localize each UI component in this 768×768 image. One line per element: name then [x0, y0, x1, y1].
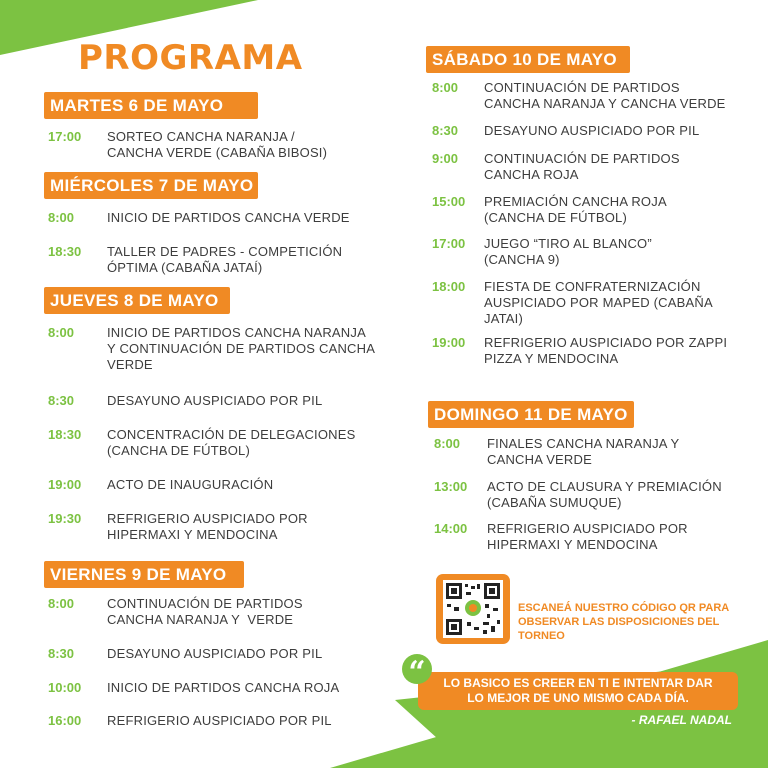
event-time: 8:00	[48, 596, 75, 611]
event-time: 17:00	[432, 236, 466, 251]
event-description: REFRIGERIO AUSPICIADO POR HIPERMAXI Y MENDOCINA	[107, 511, 308, 542]
event-time: 13:00	[434, 479, 468, 494]
event-time: 18:30	[48, 244, 82, 259]
day-header-sabado: SÁBADO 10 DE MAYO	[426, 46, 630, 73]
event-time: 8:30	[432, 123, 459, 138]
event-description: INICIO DE PARTIDOS CANCHA ROJA	[107, 680, 340, 695]
event-time: 8:30	[48, 646, 75, 661]
event-description: CONCENTRACIÓN DE DELEGACIONES (CANCHA DE FÚTBOL)	[107, 427, 356, 458]
event-time: 8:30	[48, 393, 75, 408]
event-description: TALLER DE PADRES - COMPETICIÓN ÓPTIMA (CABAÑA JATAÍ)	[107, 244, 343, 275]
event-time: 19:00	[432, 335, 466, 350]
qr-code[interactable]	[436, 574, 510, 644]
day-header-viernes: VIERNES 9 DE MAYO	[44, 561, 244, 588]
event-description: INICIO DE PARTIDOS CANCHA VERDE	[107, 210, 350, 225]
event-description: INICIO DE PARTIDOS CANCHA NARANJA Y CONTINUACIÓN DE PARTIDOS CANCHA VERDE	[107, 325, 376, 372]
event-time: 18:30	[48, 427, 82, 442]
event-description: REFRIGERIO AUSPICIADO POR ZAPPI PIZZA Y MENDOCINA	[484, 335, 728, 366]
event-time: 19:00	[48, 477, 82, 492]
qr-code-icon	[443, 580, 503, 638]
quote-author: - RAFAEL NADAL	[631, 713, 732, 727]
event-description: FINALES CANCHA NARANJA Y CANCHA VERDE	[487, 436, 680, 467]
day-header-jueves: JUEVES 8 DE MAYO	[44, 287, 230, 314]
event-time: 9:00	[432, 151, 459, 166]
event-time: 8:00	[48, 325, 75, 340]
quote-box: LO BASICO ES CREER EN TI E INTENTAR DAR LO MEJOR DE UNO MISMO CADA DÍA.	[418, 672, 738, 710]
event-description: CONTINUACIÓN DE PARTIDOS CANCHA NARANJA Y CANCHA VERDE	[484, 80, 726, 111]
event-description: DESAYUNO AUSPICIADO POR PIL	[107, 646, 323, 661]
event-description: ACTO DE CLAUSURA Y PREMIACIÓN (CABAÑA SUMUQUE)	[487, 479, 722, 510]
day-header-martes: MARTES 6 DE MAYO	[44, 92, 258, 119]
event-time: 17:00	[48, 129, 82, 144]
page-title: PROGRAMA	[78, 38, 303, 78]
qr-instructions: ESCANEÁ NUESTRO CÓDIGO QR PARA OBSERVAR LAS DISPOSICIONES DEL TORNEO	[518, 602, 730, 642]
event-time: 14:00	[434, 521, 468, 536]
event-description: DESAYUNO AUSPICIADO POR PIL	[484, 123, 700, 138]
event-description: SORTEO CANCHA NARANJA / CANCHA VERDE (CABAÑA BIBOSI)	[107, 129, 328, 160]
event-description: PREMIACIÓN CANCHA ROJA (CANCHA DE FÚTBOL)	[484, 194, 667, 225]
day-header-miercoles: MIÉRCOLES 7 DE MAYO	[44, 172, 258, 199]
event-description: REFRIGERIO AUSPICIADO POR PIL	[107, 713, 332, 728]
event-time: 8:00	[48, 210, 75, 225]
event-description: REFRIGERIO AUSPICIADO POR HIPERMAXI Y MENDOCINA	[487, 521, 688, 552]
event-time: 10:00	[48, 680, 82, 695]
event-description: FIESTA DE CONFRATERNIZACIÓN AUSPICIADO POR MAPED (CABAÑA JATAI)	[484, 279, 713, 326]
event-description: DESAYUNO AUSPICIADO POR PIL	[107, 393, 323, 408]
event-time: 19:30	[48, 511, 82, 526]
event-time: 18:00	[432, 279, 466, 294]
event-time: 16:00	[48, 713, 82, 728]
quote-mark-icon: “	[402, 654, 432, 684]
event-time: 15:00	[432, 194, 466, 209]
event-description: JUEGO “TIRO AL BLANCO” (CANCHA 9)	[484, 236, 652, 267]
event-description: CONTINUACIÓN DE PARTIDOS CANCHA NARANJA Y VERDE	[107, 596, 303, 627]
event-time: 8:00	[434, 436, 461, 451]
event-time: 8:00	[432, 80, 459, 95]
event-description: ACTO DE INAUGURACIÓN	[107, 477, 274, 492]
event-description: CONTINUACIÓN DE PARTIDOS CANCHA ROJA	[484, 151, 680, 182]
day-header-domingo: DOMINGO 11 DE MAYO	[428, 401, 634, 428]
